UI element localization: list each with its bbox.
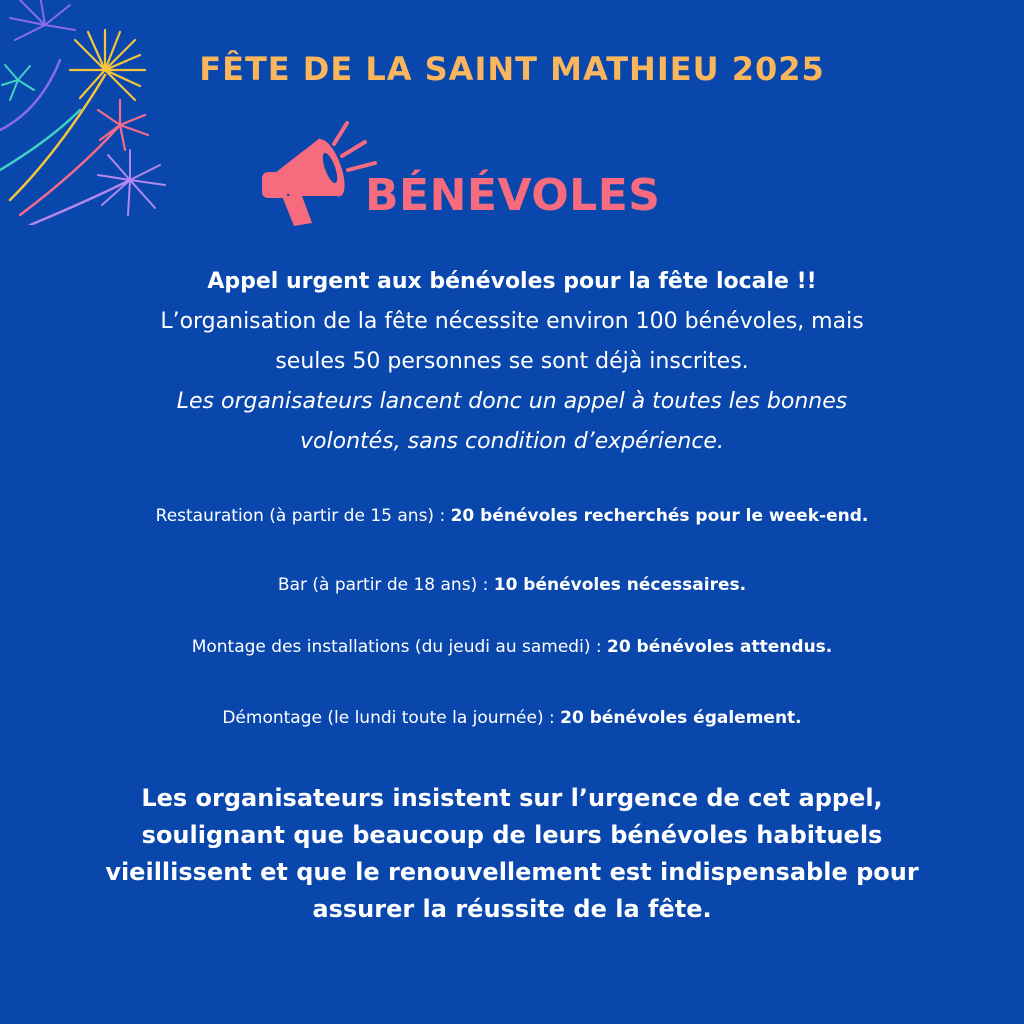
role-bar [20,573,1004,597]
intro-italic-line1: Les organisateurs lancent donc un appel à toutes les bonnes [176,389,848,414]
intro-text [30,262,994,462]
role-need: 20 bénévoles également. [560,708,802,728]
role-need: 20 bénévoles attendus. [606,637,833,657]
role-label: Bar (à partir de 18 ans) : [277,575,494,595]
closing-line: assurer la réussite de la fête. [312,895,712,923]
closing-line: vieillissent et que le renouvellement est indispensable pour [105,858,919,886]
role-montage [20,635,1004,659]
closing-text [30,780,994,928]
closing-line: Les organisateurs insistent sur l’urgence de cet appel, [141,784,883,812]
fireworks-icon [0,0,200,225]
event-title: FÊTE DE LA SAINT MATHIEU 2025 [199,50,825,88]
role-label: Démontage (le lundi toute la journée) : [222,708,561,728]
intro-body-line1: L’organisation de la fête nécessite environ 100 bénévoles, mais [160,309,864,334]
role-demontage [20,706,1004,730]
role-label: Montage des installations (du jeudi au samedi) : [191,637,607,657]
closing-line: soulignant que beaucoup de leurs bénévoles habituels [141,821,883,849]
intro-italic-line2: volontés, sans condition d’expérience. [300,429,724,454]
role-restauration [20,504,1004,528]
role-label: Restauration (à partir de 15 ans) : [155,506,451,526]
intro-body-line2: seules 50 personnes se sont déjà inscrites. [275,349,749,374]
role-need: 10 bénévoles nécessaires. [493,575,747,595]
page-heading: BÉNÉVOLES [365,170,661,221]
intro-lead: Appel urgent aux bénévoles pour la fête locale !! [207,269,817,294]
role-need: 20 bénévoles recherchés pour le week-end. [450,506,869,526]
